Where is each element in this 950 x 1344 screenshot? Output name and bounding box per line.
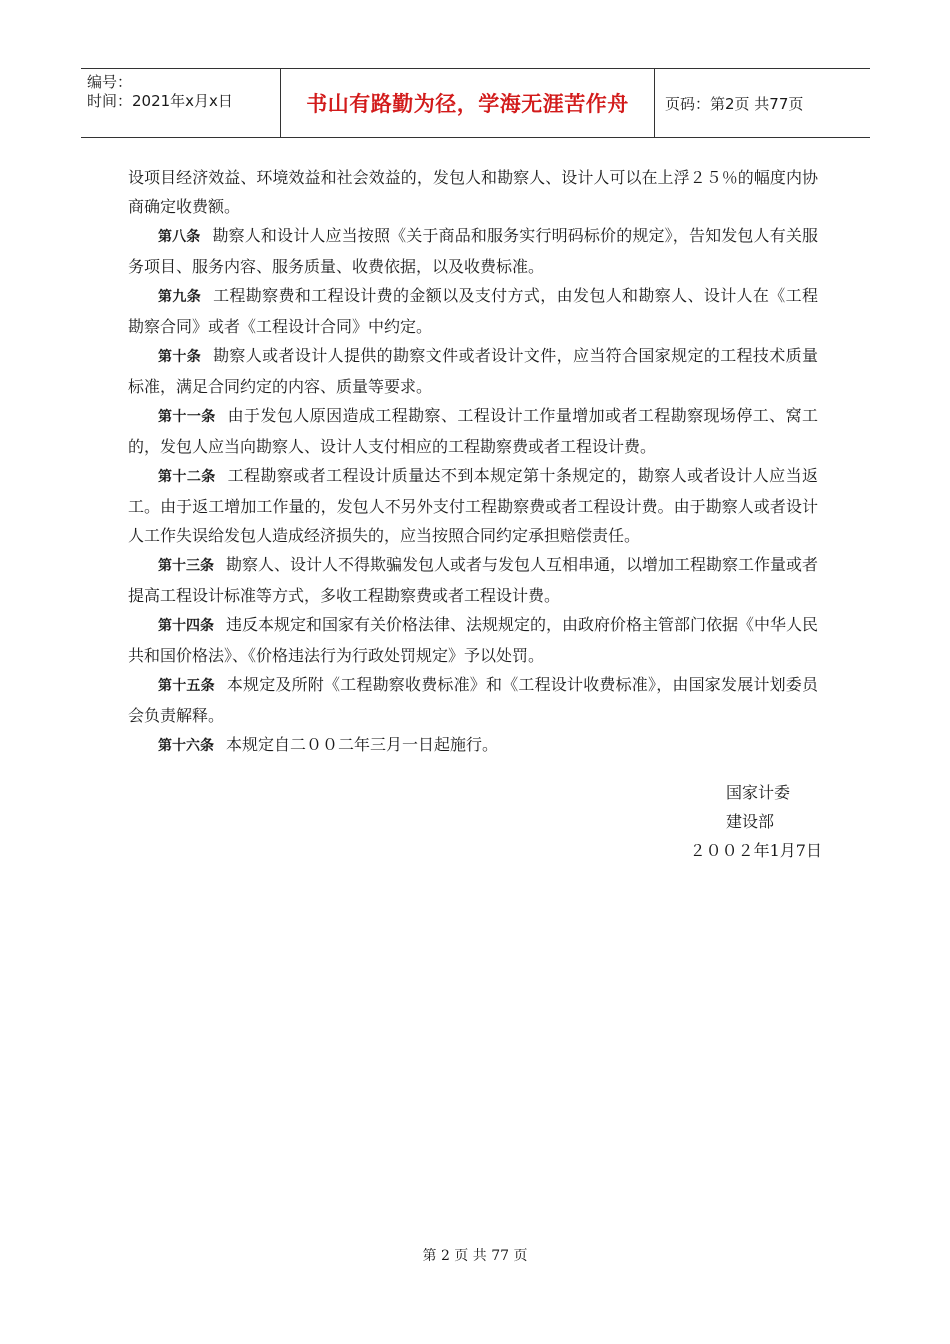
- article-text: 本规定及所附《工程勘察收费标准》和《工程设计收费标准》，由国家发展计划委员会负责解释。: [128, 675, 818, 725]
- signature-block: [0, 778, 822, 865]
- signature-org-1: 国家计委: [725, 783, 790, 802]
- article-8: [128, 221, 818, 281]
- article-number: 第十三条: [158, 558, 214, 574]
- article-text: 本规定自二００二年三月一日起施行。: [226, 735, 499, 754]
- article-10: [128, 341, 818, 401]
- article-15: [128, 670, 818, 730]
- document-header: [81, 68, 870, 138]
- article-14: [128, 610, 818, 670]
- article-text: 工程勘察或者工程设计质量达不到本规定第十条规定的，勘察人或者设计人应当返工。由于返工增加工作量的，发包人不另外支付工程勘察费或者工程设计费。由于勘察人或者设计人工作失误给发包人造成经济损失的，应当按照合同约定承担赔偿责任。: [128, 466, 818, 545]
- article-text: 由于发包人原因造成工程勘察、工程设计工作量增加或者工程勘察现场停工、窝工的，发包人应当向勘察人、设计人支付相应的工程勘察费或者工程设计费。: [128, 406, 818, 456]
- article-12: [128, 461, 818, 550]
- article-number: 第八条: [158, 229, 201, 245]
- article-number: 第十五条: [158, 678, 215, 694]
- document-body: [128, 163, 818, 761]
- paragraph-text: 设项目经济效益、环境效益和社会效益的，发包人和勘察人、设计人可以在上浮２５％的幅度内协商确定收费额。: [128, 168, 818, 216]
- signature-org-2: 建设部: [725, 812, 774, 831]
- header-motto: 书山有路勤为径，学海无涯苦作舟: [281, 69, 655, 137]
- signature-date: ２００２年1月7日: [689, 841, 822, 860]
- article-number: 第十二条: [158, 469, 216, 485]
- article-text: 勘察人、设计人不得欺骗发包人或者与发包人互相串通，以增加工程勘察工作量或者提高工程设计标准等方式，多收工程勘察费或者工程设计费。: [128, 555, 819, 605]
- article-number: 第十一条: [158, 409, 216, 425]
- number-label: 编号：: [87, 73, 133, 91]
- article-text: 工程勘察费和工程设计费的金额以及支付方式，由发包人和勘察人、设计人在《工程勘察合同》或者《工程设计合同》中约定。: [128, 286, 818, 336]
- header-page-info: 页码：第2页 共77页: [665, 94, 804, 113]
- article-13: [128, 550, 818, 610]
- article-number: 第九条: [158, 289, 202, 305]
- article-number: 第十条: [158, 349, 202, 365]
- article-11: [128, 401, 818, 461]
- article-number: 第十四条: [158, 618, 214, 634]
- article-number: 第十六条: [158, 738, 214, 754]
- header-meta: [81, 69, 281, 137]
- article-16: [128, 730, 818, 761]
- article-9: [128, 281, 818, 341]
- time-label: 时间：2021年x月x日: [87, 92, 233, 110]
- paragraph-continuation: [128, 163, 818, 221]
- article-text: 违反本规定和国家有关价格法律、法规规定的，由政府价格主管部门依据《中华人民共和国价格法》、《价格违法行为行政处罚规定》予以处罚。: [128, 615, 819, 665]
- article-text: 勘察人或者设计人提供的勘察文件或者设计文件，应当符合国家规定的工程技术质量标准，满足合同约定的内容、质量等要求。: [128, 346, 818, 396]
- page-footer: 第 2 页 共 77 页: [422, 1248, 528, 1264]
- article-text: 勘察人和设计人应当按照《关于商品和服务实行明码标价的规定》，告知发包人有关服务项目、服务内容、服务质量、收费依据，以及收费标准。: [128, 226, 818, 276]
